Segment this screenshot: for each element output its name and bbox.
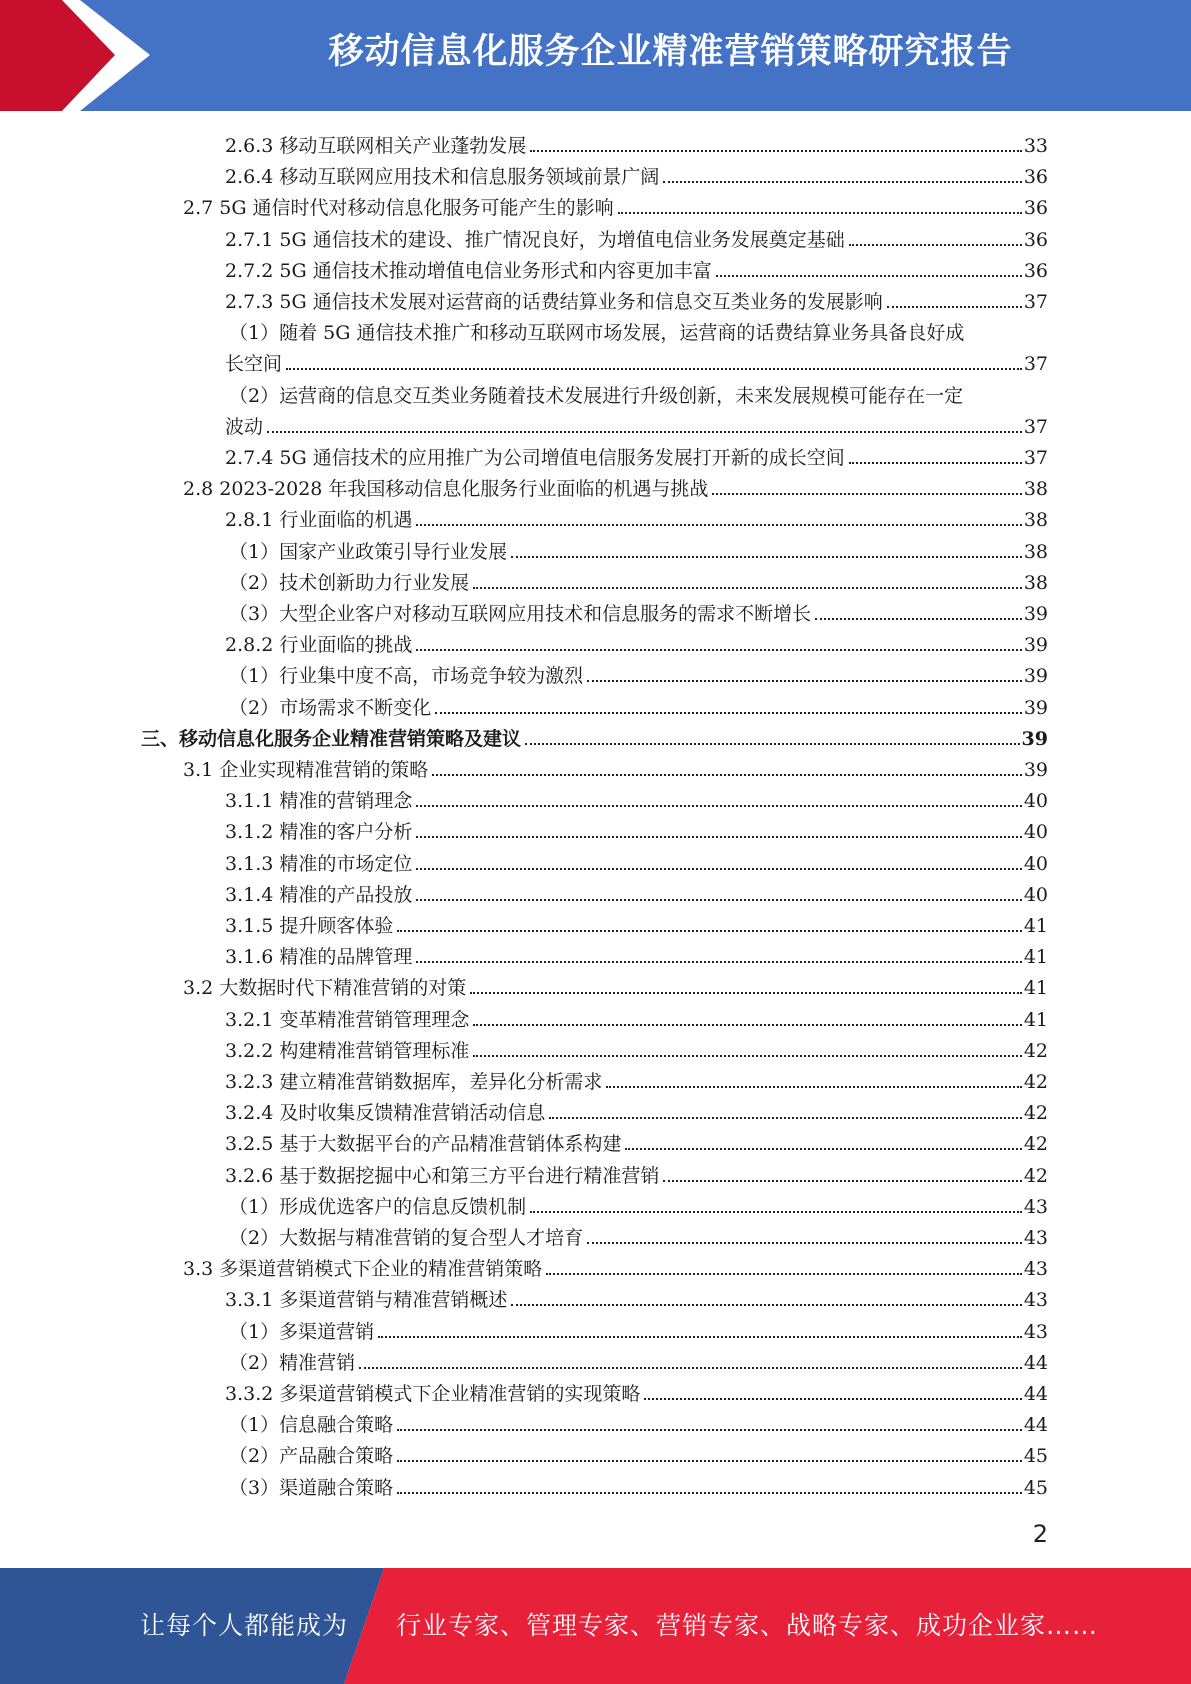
- toc-entry-title: 波动: [225, 415, 264, 438]
- toc-entry-title: 3.1.5 提升顾客体验: [225, 915, 394, 937]
- toc-dot-leader: [849, 462, 1022, 464]
- toc-entry-page: 42: [1023, 1071, 1048, 1093]
- toc-entry-title: （2）技术创新助力行业发展: [229, 571, 470, 594]
- toc-entry-title: （1）行业集中度不高，市场竞争较为激烈: [229, 665, 584, 688]
- toc-dot-leader: [416, 836, 1021, 838]
- toc-entry-title: 2.7.2 5G 通信技术推动增值电信业务形式和内容更加丰富: [225, 259, 712, 282]
- toc-entry[interactable]: [225, 907, 1048, 938]
- toc-entry-title: 2.6.4 移动互联网应用技术和信息服务领域前景广阔: [225, 166, 660, 189]
- toc-dot-leader: [470, 992, 1022, 994]
- toc-dot-leader: [378, 1336, 1022, 1338]
- toc-entry-title: 3.1.4 精准的产品投放: [225, 883, 413, 906]
- toc-entry-title: 2.7 5G 通信时代对移动信息化服务可能产生的影响: [183, 197, 614, 220]
- toc-dot-leader: [663, 1180, 1021, 1182]
- toc-entry-page: 36: [1023, 228, 1048, 251]
- toc-dot-leader: [416, 524, 1021, 526]
- toc-dot-leader: [549, 1117, 1021, 1119]
- toc-entry-page: 43: [1023, 1320, 1048, 1343]
- toc-entry[interactable]: [229, 689, 1048, 720]
- toc-entry-line: （2）运营商的信息交互类业务随着技术发展进行升级创新，未来发展规模可能存在一定: [229, 384, 964, 407]
- toc-entry-page: 43: [1023, 1195, 1048, 1218]
- toc-entry-title: 2.8.1 行业面临的机遇: [225, 509, 413, 532]
- toc-entry-title: 2.8.2 行业面临的挑战: [225, 634, 413, 657]
- toc-entry-title: （1）形成优选客户的信息反馈机制: [229, 1195, 527, 1218]
- toc-entry-page: 41: [1023, 977, 1048, 1000]
- toc-entry-line: （1）随着 5G 通信技术推广和移动互联网市场发展，运营商的话费结算业务具备良好成: [229, 322, 965, 345]
- toc-entry-title: 2.7.1 5G 通信技术的建设、推广情况良好，为增值电信业务发展奠定基础: [225, 228, 845, 251]
- toc-entry-title: 长空间: [225, 353, 283, 376]
- toc-dot-leader: [525, 743, 1020, 745]
- header-title: 移动信息化服务企业精准营销策略研究报告: [328, 32, 1013, 72]
- toc-dot-leader: [815, 618, 1022, 620]
- toc-entry-page: 42: [1023, 1039, 1048, 1062]
- toc-entry-page: 40: [1023, 790, 1048, 813]
- toc-entry[interactable]: [229, 1437, 1048, 1468]
- page-footer: [0, 1568, 1191, 1684]
- toc-entry-title: 3.2.6 基于数据挖掘中心和第三方平台进行精准营销: [225, 1164, 660, 1187]
- toc-entry-title: 3.2.5 基于大数据平台的产品精准营销体系构建: [225, 1133, 622, 1156]
- toc-dot-leader: [511, 556, 1022, 558]
- toc-dot-leader: [397, 1460, 1022, 1462]
- toc-entry-page: 42: [1023, 1164, 1048, 1187]
- toc-entry[interactable]: [225, 1157, 1048, 1188]
- toc-entry-page: 39: [1023, 665, 1048, 688]
- toc-entry[interactable]: [229, 1188, 1048, 1219]
- page-header: [0, 0, 1191, 111]
- toc-dot-leader: [644, 1398, 1021, 1400]
- toc-entry-title: 2.7.4 5G 通信技术的应用推广为公司增值电信服务发展打开新的成长空间: [225, 447, 845, 469]
- toc-entry-page: 38: [1023, 540, 1048, 563]
- toc-entry[interactable]: [225, 1281, 1048, 1312]
- toc-entry[interactable]: [141, 720, 1048, 751]
- toc-entry-title: 3.2.1 变革精准营销管理理念: [225, 1008, 470, 1031]
- toc-entry-title: 2.7.3 5G 通信技术发展对运营商的话费结算业务和信息交互类业务的发展影响: [225, 291, 883, 313]
- toc-entry[interactable]: [225, 626, 1048, 657]
- toc-entry-page: 44: [1023, 1351, 1048, 1374]
- toc-entry-page: 37: [1023, 447, 1048, 469]
- header-arrow-icon: [0, 0, 160, 111]
- toc-entry-page: 41: [1023, 946, 1048, 969]
- toc-entry-page: 40: [1023, 883, 1048, 906]
- toc-entry[interactable]: [225, 1063, 1048, 1094]
- toc-entry[interactable]: [229, 1219, 1048, 1250]
- toc-dot-leader: [397, 1429, 1022, 1431]
- toc-entry-page: 43: [1023, 1289, 1048, 1312]
- footer-slogan-right: 行业专家、管理专家、营销专家、战略专家、成功企业家……: [396, 1611, 1099, 1640]
- toc-entry-title: （3）大型企业客户对移动互联网应用技术和信息服务的需求不断增长: [229, 603, 812, 625]
- toc-entry-page: 39: [1023, 759, 1048, 781]
- toc-entry-title: （3）渠道融合策略: [229, 1476, 394, 1499]
- toc-dot-leader: [606, 1086, 1021, 1088]
- toc-entry-page: 44: [1023, 1383, 1048, 1405]
- toc-dot-leader: [473, 587, 1022, 589]
- toc-entry-page: 41: [1023, 915, 1048, 937]
- toc-entry[interactable]: [229, 1469, 1048, 1500]
- toc-entry-page: 39: [1021, 727, 1048, 750]
- toc-entry[interactable]: [229, 564, 1048, 595]
- toc-entry-page: 38: [1023, 509, 1048, 532]
- toc-dot-leader: [286, 368, 1022, 370]
- toc-entry-page: 40: [1023, 852, 1048, 875]
- toc-dot-leader: [511, 1304, 1021, 1306]
- toc-entry[interactable]: [229, 595, 1048, 626]
- toc-entry[interactable]: [225, 1125, 1048, 1156]
- toc-entry-page: 44: [1023, 1414, 1048, 1437]
- toc-entry[interactable]: [229, 1313, 1048, 1344]
- toc-dot-leader: [530, 1211, 1022, 1213]
- toc-entry[interactable]: [225, 782, 1048, 813]
- toc-entry-title: 3.2.3 建立精准营销数据库，差异化分析需求: [225, 1071, 603, 1093]
- toc-entry[interactable]: [225, 158, 1048, 189]
- page-number: 2: [1032, 1520, 1048, 1548]
- toc-dot-leader: [712, 493, 1021, 495]
- toc-entry-title: 3.1 企业实现精准营销的策略: [183, 759, 429, 781]
- toc-entry-title: 三、移动信息化服务企业精准营销策略及建议: [141, 727, 522, 750]
- toc-entry-page: 45: [1023, 1445, 1048, 1468]
- toc-entry-title: 2.6.3 移动互联网相关产业蓬勃发展: [225, 135, 527, 157]
- toc-entry-title: （2）产品融合策略: [229, 1445, 394, 1468]
- toc-entry[interactable]: [225, 1001, 1048, 1032]
- toc-dot-leader: [716, 275, 1022, 277]
- toc-entry-page: 42: [1023, 1133, 1048, 1156]
- toc-entry[interactable]: [183, 470, 1048, 501]
- toc-entry-page: 37: [1023, 291, 1048, 313]
- toc-entry-page: 43: [1023, 1227, 1048, 1249]
- toc-entry-page: 41: [1023, 1008, 1048, 1031]
- toc-entry-title: 2.8 2023-2028 年我国移动信息化服务行业面临的机遇与挑战: [183, 478, 709, 501]
- toc-entry-title: （1）国家产业政策引导行业发展: [229, 540, 508, 563]
- toc-dot-leader: [416, 805, 1021, 807]
- toc-entry-page: 39: [1023, 603, 1048, 625]
- toc-dot-leader: [416, 649, 1021, 651]
- toc-entry[interactable]: [225, 501, 1048, 532]
- toc-dot-leader: [587, 1242, 1022, 1244]
- toc-entry-title: （1）多渠道营销: [229, 1320, 375, 1343]
- toc-entry-title: 3.3.1 多渠道营销与精准营销概述: [225, 1289, 508, 1312]
- toc-dot-leader: [267, 431, 1022, 433]
- footer-slogan-left: 让每个人都能成为: [140, 1611, 349, 1640]
- toc-entry[interactable]: [225, 439, 1048, 470]
- toc-entry-title: （2）精准营销: [229, 1351, 356, 1374]
- toc-entry-title: （2）市场需求不断变化: [229, 696, 432, 719]
- toc-entry[interactable]: [225, 876, 1048, 907]
- toc-entry-title: （1）信息融合策略: [229, 1414, 394, 1437]
- toc-entry[interactable]: [225, 1094, 1048, 1125]
- toc-dot-leader: [473, 1055, 1021, 1057]
- toc-dot-leader: [663, 181, 1021, 183]
- toc-dot-leader: [359, 1367, 1022, 1369]
- toc-entry-page: 39: [1023, 634, 1048, 657]
- toc-entry[interactable]: [229, 657, 1048, 688]
- toc-dot-leader: [397, 930, 1021, 932]
- toc-entry[interactable]: [183, 1250, 1048, 1281]
- toc-entry[interactable]: [225, 127, 1048, 158]
- toc-dot-leader: [530, 150, 1021, 152]
- toc-entry[interactable]: [225, 252, 1048, 283]
- toc-entry[interactable]: [229, 1406, 1048, 1437]
- toc-dot-leader: [397, 1492, 1022, 1494]
- toc-dot-leader: [618, 212, 1022, 214]
- toc-dot-leader: [435, 712, 1022, 714]
- toc-entry[interactable]: [225, 345, 1048, 376]
- toc-entry[interactable]: [229, 533, 1048, 564]
- toc-dot-leader: [432, 774, 1022, 776]
- toc-entry-title: 3.3 多渠道营销模式下企业的精准营销策略: [183, 1258, 543, 1281]
- toc-dot-leader: [473, 1024, 1021, 1026]
- toc-dot-leader: [546, 1273, 1022, 1275]
- toc-entry-title: 3.2 大数据时代下精准营销的对策: [183, 977, 467, 1000]
- toc-entry-title: 3.2.2 构建精准营销管理标准: [225, 1039, 470, 1062]
- toc-entry-page: 45: [1023, 1476, 1048, 1499]
- toc-dot-leader: [416, 961, 1021, 963]
- toc-entry[interactable]: [225, 1032, 1048, 1063]
- toc-dot-leader: [416, 899, 1021, 901]
- toc-dot-leader: [887, 306, 1022, 308]
- toc-entry-page: 42: [1023, 1102, 1048, 1125]
- toc-entry-title: 3.1.3 精准的市场定位: [225, 852, 413, 875]
- toc-entry[interactable]: [225, 845, 1048, 876]
- toc-entry-page: 36: [1023, 197, 1048, 220]
- toc-entry-page: 38: [1023, 478, 1048, 501]
- toc-entry-page: 37: [1023, 353, 1048, 376]
- toc-entry[interactable]: [225, 408, 1048, 439]
- toc-entry[interactable]: [183, 189, 1048, 220]
- toc-dot-leader: [587, 680, 1022, 682]
- toc-entry-title: 3.1.1 精准的营销理念: [225, 790, 413, 813]
- toc-entry-page: 40: [1023, 821, 1048, 844]
- toc-dot-leader: [416, 868, 1021, 870]
- toc-entry[interactable]: [229, 1344, 1048, 1375]
- toc-entry-title: 3.1.6 精准的品牌管理: [225, 946, 413, 969]
- toc-entry[interactable]: [225, 1375, 1048, 1406]
- toc-entry[interactable]: [183, 751, 1048, 782]
- toc-entry[interactable]: [225, 283, 1048, 314]
- toc-entry[interactable]: [225, 813, 1048, 844]
- toc-entry[interactable]: [225, 938, 1048, 969]
- toc-entry-page: 36: [1023, 259, 1048, 282]
- toc-entry-title: （2）大数据与精准营销的复合型人才培育: [229, 1227, 584, 1249]
- toc-entry-page: 37: [1023, 415, 1048, 438]
- toc-entry[interactable]: [183, 969, 1048, 1000]
- toc-entry-page: 36: [1023, 166, 1048, 189]
- toc-entry[interactable]: [225, 221, 1048, 252]
- toc-entry-title: 3.1.2 精准的客户分析: [225, 821, 413, 844]
- toc-entry-page: 38: [1023, 571, 1048, 594]
- toc-entry-title: 3.2.4 及时收集反馈精准营销活动信息: [225, 1102, 546, 1125]
- toc-dot-leader: [625, 1148, 1021, 1150]
- toc-entry-title: 3.3.2 多渠道营销模式下企业精准营销的实现策略: [225, 1383, 641, 1405]
- toc-dot-leader: [849, 244, 1022, 246]
- toc-entry-page: 43: [1023, 1258, 1048, 1281]
- toc-entry-page: 39: [1023, 696, 1048, 719]
- toc-entry-page: 33: [1023, 135, 1048, 157]
